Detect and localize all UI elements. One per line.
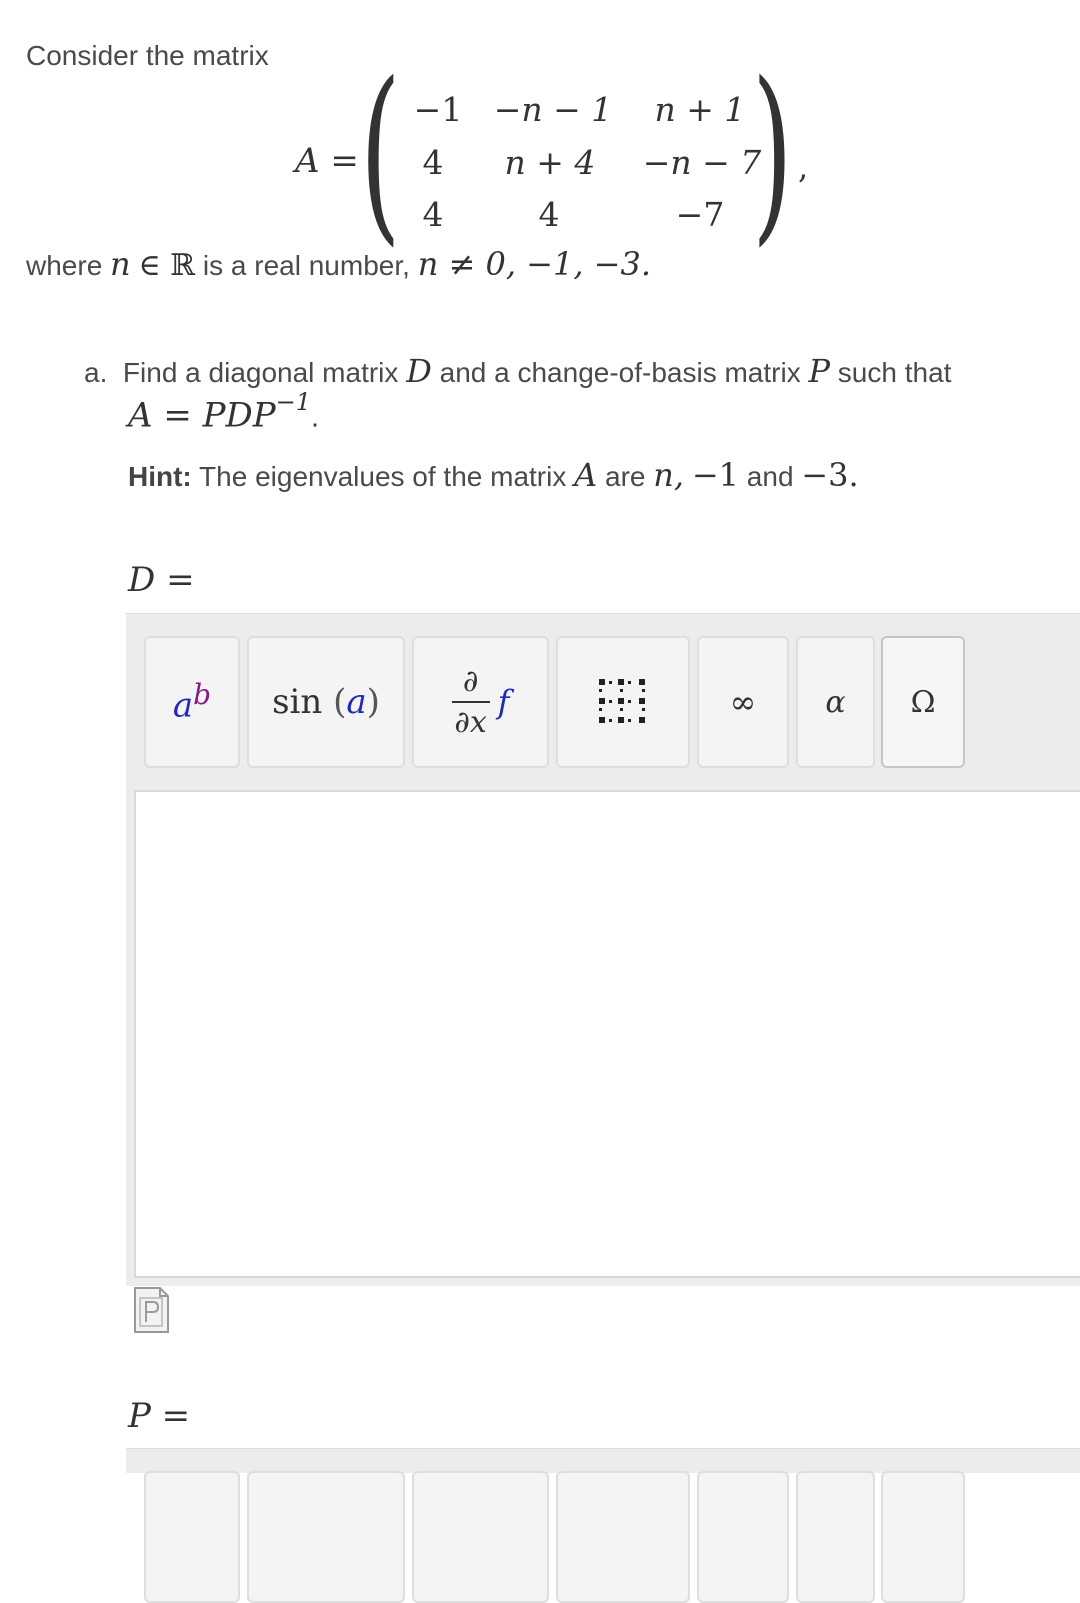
alpha-symbol: α (825, 684, 846, 720)
matrix-cell-3-3: −7 (675, 195, 725, 234)
right-paren: ) (752, 42, 793, 263)
matrix-button[interactable] (556, 636, 690, 768)
derivative-button-p[interactable] (412, 1471, 549, 1603)
part-a-eq-end: . (311, 401, 319, 433)
sin-func: sin (272, 682, 323, 722)
math-editor-d (126, 613, 1080, 1286)
document-p-icon (132, 1286, 170, 1334)
matrix-button-p[interactable] (556, 1471, 690, 1603)
condition-middle: is a real number, (202, 250, 410, 281)
math-editor-p (126, 1448, 1080, 1473)
part-a-text2: and a change-of-basis matrix (439, 357, 801, 388)
matrix-cell-1-3: n + 1 (654, 90, 746, 129)
hint-n: n, (653, 456, 685, 494)
infinity-button-p[interactable] (697, 1471, 789, 1603)
hint-and: and (746, 461, 794, 492)
condition-prefix: where (26, 250, 103, 281)
matrix-trailing-comma: , (798, 148, 809, 186)
derivative-button[interactable] (412, 636, 549, 768)
p-label: P = (128, 1396, 191, 1436)
matrix-lhs: A = (295, 141, 359, 181)
part-a-P: P (808, 352, 831, 390)
hint-m1: −1 (691, 456, 740, 494)
answer-input-d[interactable] (134, 790, 1080, 1278)
d-label: D = (128, 560, 195, 600)
hint-m3: −3. (801, 456, 859, 494)
left-paren: ( (360, 42, 401, 263)
deriv-num: ∂ (462, 664, 479, 699)
infinity-button[interactable] (697, 636, 789, 768)
function-button-p[interactable] (247, 1471, 405, 1603)
part-a-eq-exp: −1 (275, 388, 312, 416)
power-base: a (172, 685, 194, 726)
matrix-cell-1-2: −n − 1 (493, 90, 613, 129)
matrix-cell-3-2: 4 (538, 195, 560, 234)
deriv-f: f (497, 683, 510, 721)
condition-in-r: ∈ ℝ (138, 248, 196, 283)
fraction-bar (452, 701, 490, 703)
sin-arg: a (346, 682, 367, 722)
greek-lower-button[interactable] (796, 636, 875, 768)
omega-symbol: Ω (910, 684, 936, 720)
power-button[interactable] (144, 636, 240, 768)
matrix-cell-2-3: −n − 7 (642, 143, 762, 182)
power-button-p[interactable] (144, 1471, 240, 1603)
part-a-eq-main: A = PDP (128, 395, 276, 436)
hint-text2: are (605, 461, 646, 492)
condition-line (26, 245, 651, 283)
matrix-cell-1-1: −1 (413, 90, 463, 129)
hint-text1: The eigenvalues of the matrix (199, 461, 567, 492)
part-a-equation (128, 388, 319, 436)
part-a-text1: Find a diagonal matrix (122, 357, 399, 388)
part-a-text3: such that (837, 357, 952, 388)
deriv-den: ∂x (454, 705, 487, 740)
infinity-symbol: ∞ (729, 683, 757, 721)
matrix-cell-2-1: 4 (422, 143, 444, 182)
intro-text: Consider the matrix (26, 40, 269, 71)
power-exp: b (193, 678, 212, 712)
preview-icon[interactable] (132, 1286, 170, 1339)
hint-A: A (574, 456, 598, 494)
condition-n: n (110, 245, 131, 283)
greek-upper-button-p[interactable] (881, 1471, 965, 1603)
part-a-D: D (406, 352, 432, 390)
matrix-cell-3-1: 4 (422, 195, 444, 234)
hint-line (128, 456, 859, 494)
greek-lower-button-p[interactable] (796, 1471, 875, 1603)
hint-label: Hint: (128, 461, 192, 492)
part-a-marker: a. (84, 357, 108, 388)
matrix-grid-icon (597, 677, 649, 727)
matrix-cell-2-2: n + 4 (504, 143, 596, 182)
part-a-line1 (84, 352, 951, 390)
condition-ineq: n ≠ 0, −1, −3. (417, 245, 652, 283)
function-button[interactable]: sin (a) (247, 636, 405, 768)
greek-upper-button[interactable] (881, 636, 965, 768)
